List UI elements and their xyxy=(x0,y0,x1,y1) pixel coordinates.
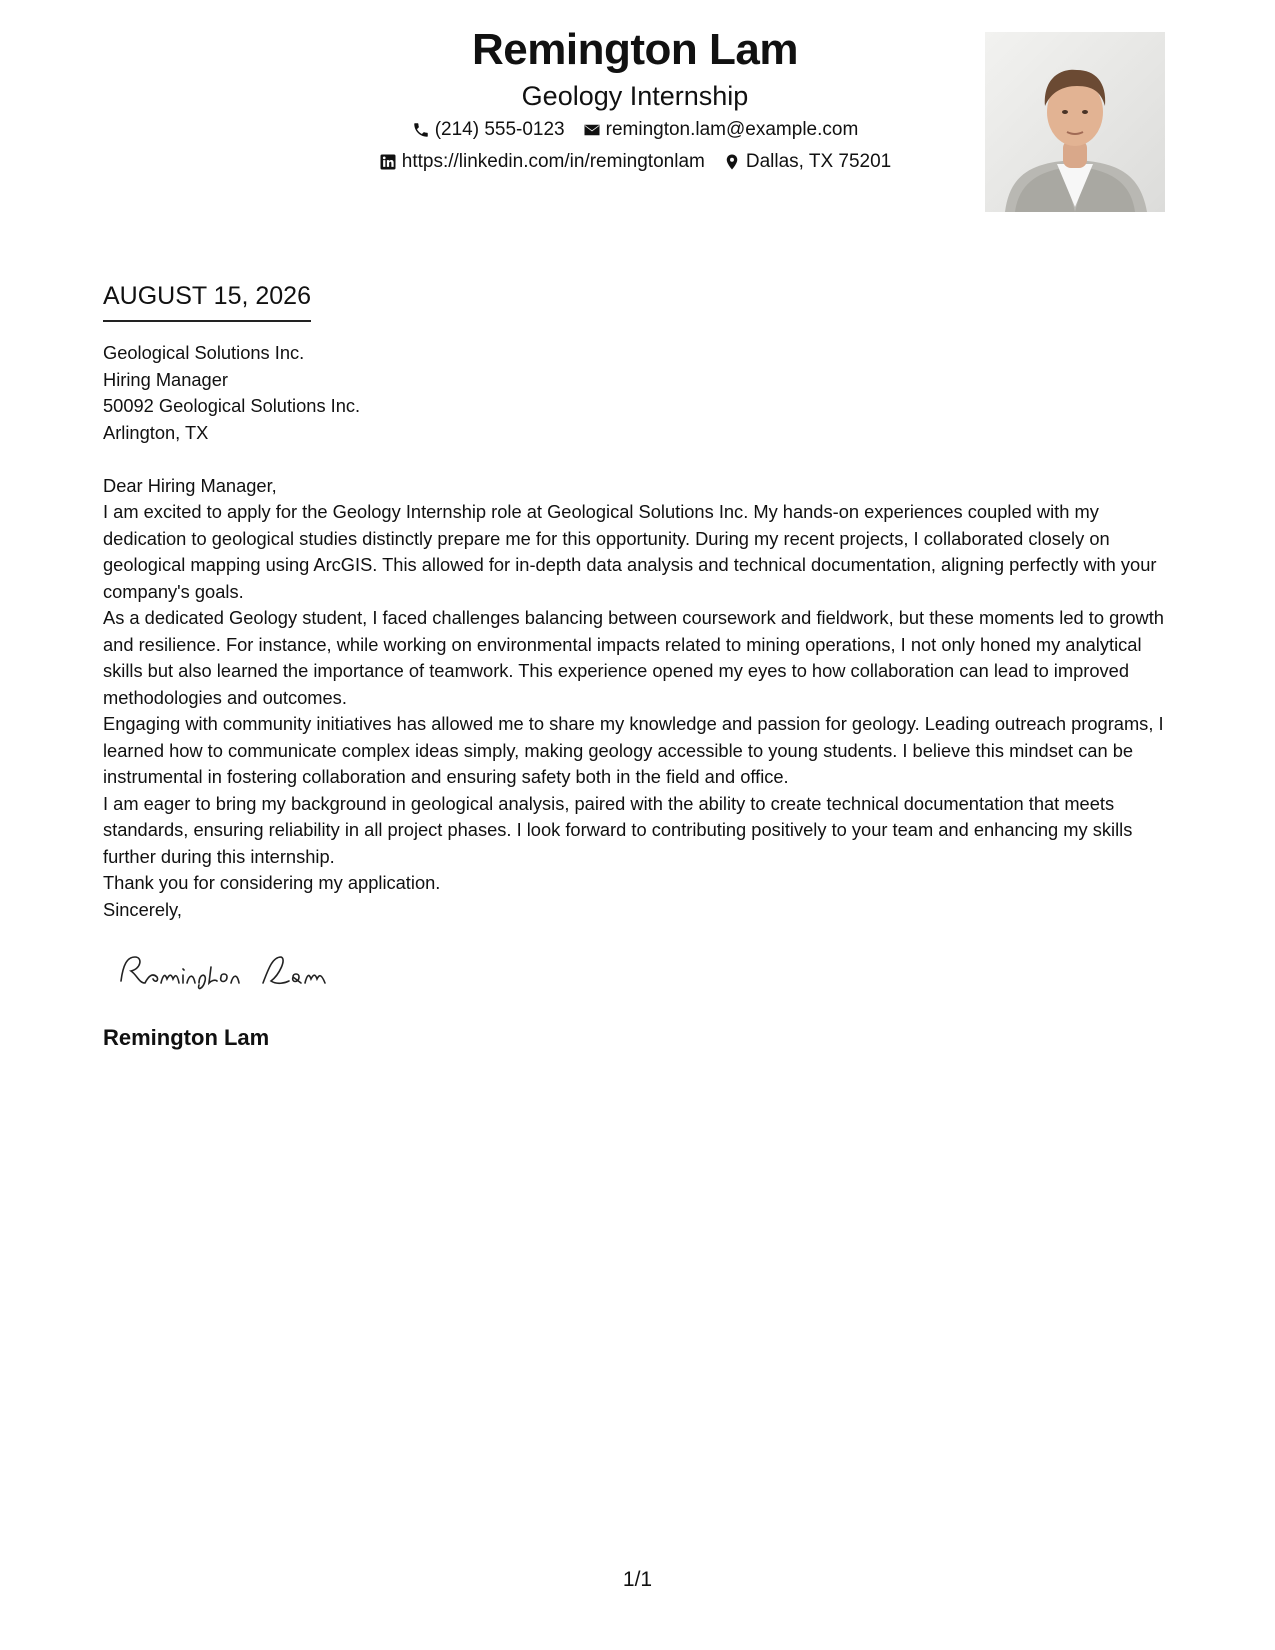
body-paragraph-3: Engaging with community initiatives has allowed me to share my knowledge and passion for geology. Leading outreach programs, I learned how to communicate complex ideas simply, making geology accessible to young students. I believe this mindset can be instrumental in fostering collaboration and ensuring safety both in the field and office. xyxy=(103,713,1164,787)
signer-name: Remington Lam xyxy=(103,1024,270,1050)
applicant-name: Remington Lam xyxy=(472,25,798,74)
letter-body xyxy=(103,340,1173,1051)
contact-linkedin xyxy=(379,146,705,178)
body-paragraph-4: I am eager to bring my background in geological analysis, paired with the ability to create technical documentation that meets standards, ensuring reliability in all project phases. I look forward to contributing positively to your team and enhancing my skills further during this internship. xyxy=(103,792,1133,867)
linkedin-icon xyxy=(379,153,397,171)
body-paragraph-1: I am excited to apply for the Geology Internship role at Geological Solutions Inc. My hands-on experiences coupled with my dedication to geological studies distinctly prepare me for this opportunity. During my recent projects, I collaborated closely on geological mapping using ArcGIS. This allowed for in-depth data analysis and technical documentation, aligning perfectly with your company's goals. xyxy=(103,501,1157,602)
linkedin-text: https://linkedin.com/in/remingtonlam xyxy=(401,151,705,172)
contact-row-1 xyxy=(200,114,1070,146)
recipient-city: Arlington, TX xyxy=(103,421,209,443)
body-paragraph-2: As a dedicated Geology student, I faced challenges balancing between coursework and fieldwork, but these moments led to growth and resilience. For instance, while working on environmental impacts related to mining operations, I not only honed my analytical skills but also learned the importance of teamwork. This experience opened my eyes to how collaboration can lead to improved methodologies and outcomes. xyxy=(103,607,1164,708)
recipient-address: 50092 Geological Solutions Inc. xyxy=(103,395,361,416)
portrait-illustration xyxy=(985,32,1165,212)
closing: Sincerely, xyxy=(103,898,182,920)
profile-photo xyxy=(985,32,1165,212)
email-text: remington.lam@example.com xyxy=(605,119,859,140)
recipient-block xyxy=(103,340,1173,446)
thank-you-line: Thank you for considering my application. xyxy=(103,872,441,893)
phone-text: (214) 555-0123 xyxy=(434,119,565,140)
contact-email xyxy=(583,114,859,146)
page-number: 1/1 xyxy=(622,1568,653,1591)
salutation: Dear Hiring Manager, xyxy=(103,474,277,496)
job-title: Geology Internship xyxy=(521,81,749,111)
phone-icon xyxy=(412,121,430,139)
contact-location xyxy=(723,146,891,178)
location-pin-icon xyxy=(723,153,741,171)
signature-graphic xyxy=(113,945,353,995)
envelope-icon xyxy=(583,121,601,139)
handwritten-signature xyxy=(113,945,1173,1003)
location-text: Dallas, TX 75201 xyxy=(745,151,892,172)
contact-row-2 xyxy=(200,146,1070,178)
recipient-company: Geological Solutions Inc. xyxy=(103,342,305,363)
letter-header xyxy=(200,20,1070,178)
contact-phone xyxy=(412,114,565,146)
recipient-role: Hiring Manager xyxy=(103,368,228,390)
letter-date: AUGUST 15, 2026 xyxy=(103,278,311,322)
date-block xyxy=(103,278,311,322)
